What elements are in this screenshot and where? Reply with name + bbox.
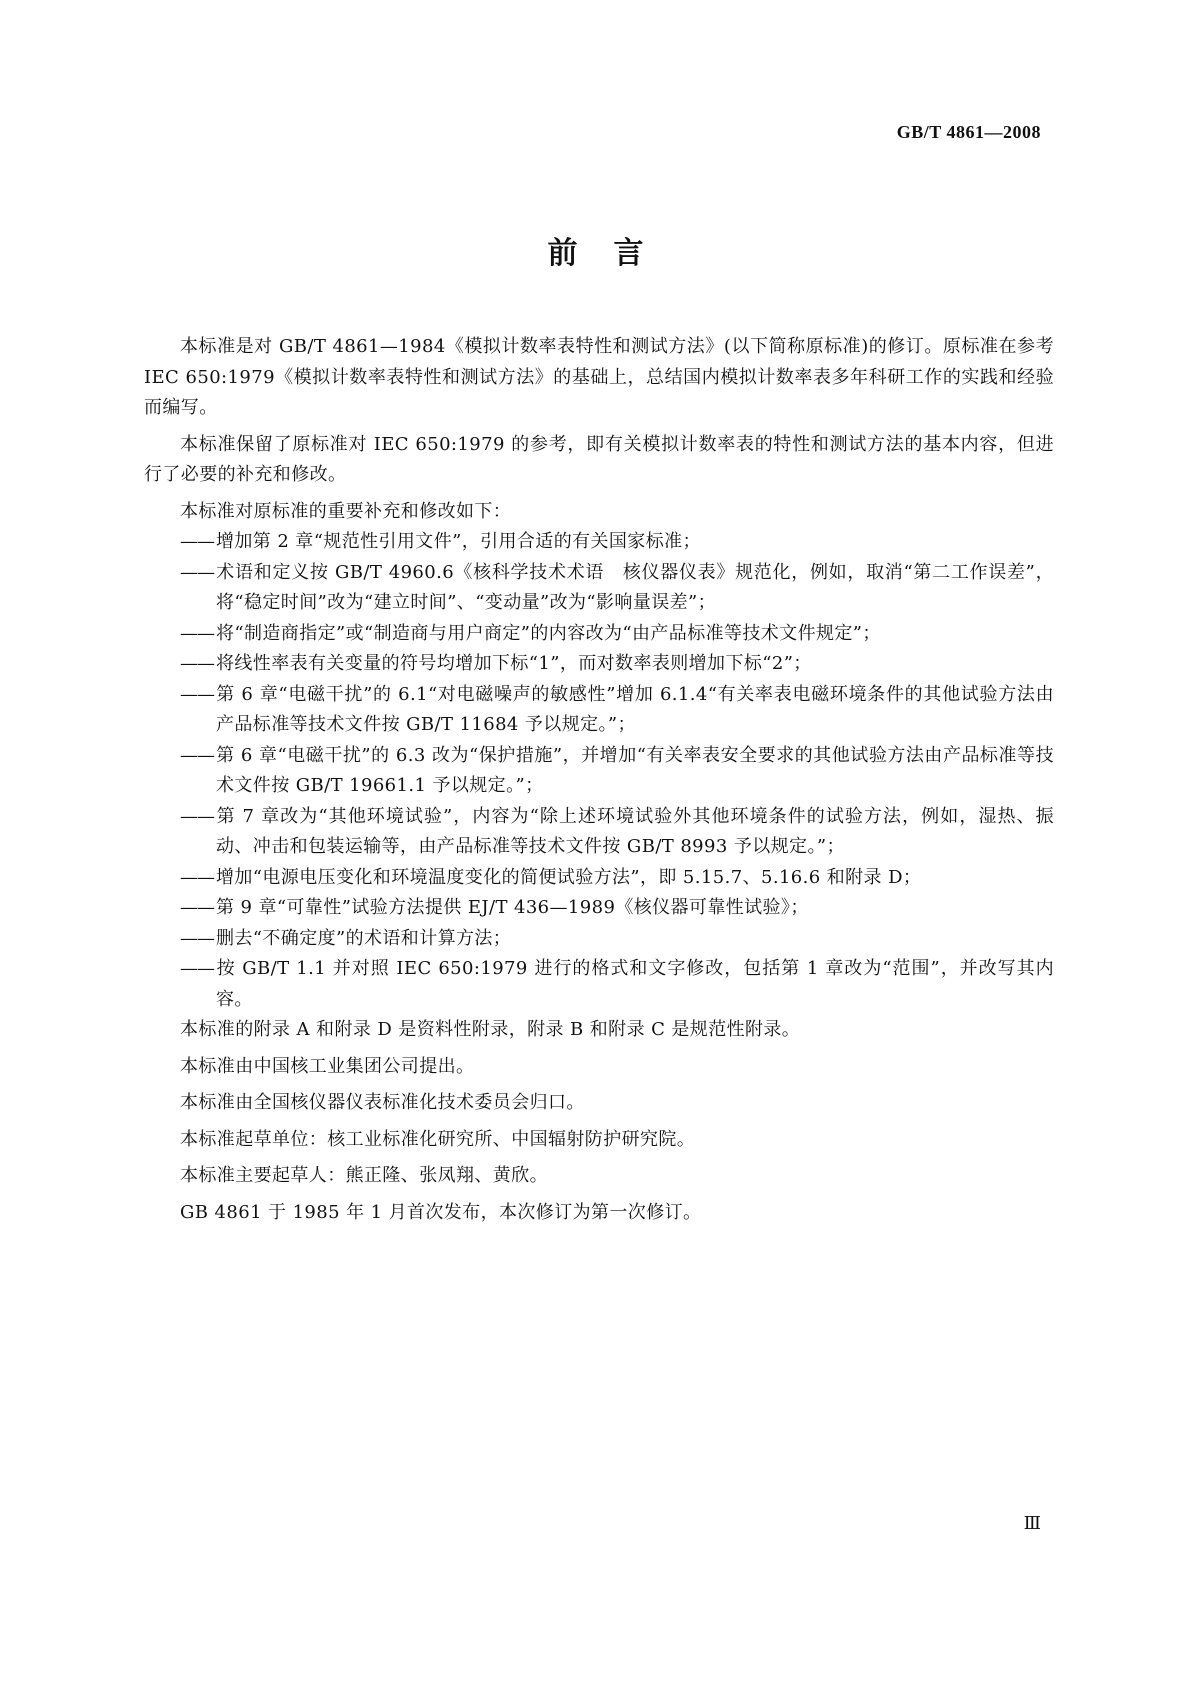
list-item (144, 649, 1054, 680)
list-item-text: 将线性率表有关变量的符号均增加下标“1”，而对数率表则增加下标“2”； (216, 653, 812, 674)
dash-marker: —— (180, 866, 214, 888)
list-item-text: 增加“电源电压变化和环境温度变化的简便试验方法”，即 5.15.7、5.16.6 和附录 D； (216, 866, 922, 888)
dash-marker: —— (180, 683, 214, 705)
intro-paragraph-1: 本标准是对 GB/T 4861—1984《模拟计数率表特性和测试方法》(以下简称原标准)的修订。原标准在参考 IEC 650:1979《模拟计数率表特性和测试方法》的基础上，总结国内模拟计数率表多年科研工作的实践和经验而编写。 (144, 336, 1054, 418)
list-item-text: 第 7 章改为“其他环境试验”，内容为“除上述环境试验外其他环境条件的试验方法，例如，湿热、振动、冲击和包装运输等，由产品标准等技术文件按 GB/T 8993 予以规定。”； (216, 805, 1054, 857)
page-title: 前言 (547, 236, 680, 271)
closing-paragraph-drafting-units: 本标准起草单位：核工业标准化研究所、中国辐射防护研究院。 (180, 1128, 696, 1150)
list-item (144, 619, 1054, 650)
list-item-text: 第 9 章“可靠性”试验方法提供 EJ/T 436—1989《核仪器可靠性试验》； (216, 897, 809, 918)
list-item (144, 954, 1054, 1015)
dash-marker: —— (180, 744, 214, 766)
closing-paragraph-appendices: 本标准的附录 A 和附录 D 是资料性附录，附录 B 和附录 C 是规范性附录。 (180, 1019, 801, 1040)
closing-paragraph-drafters: 本标准主要起草人：熊正隆、张凤翔、黄欣。 (180, 1165, 548, 1186)
list-item-text: 增加第 2 章“规范性引用文件”，引用合适的有关国家标准； (216, 531, 701, 552)
list-item (144, 924, 1054, 955)
list-item (144, 558, 1054, 619)
dash-marker: —— (180, 622, 214, 644)
list-item (144, 680, 1054, 741)
intro-paragraph-2: 本标准保留了原标准对 IEC 650:1979 的参考，即有关模拟计数率表的特性和测试方法的基本内容，但进行了必要的补充和修改。 (144, 433, 1054, 485)
dash-marker: —— (180, 927, 214, 949)
list-item (144, 893, 1054, 924)
intro-paragraph-3: 本标准对原标准的重要补充和修改如下： (180, 500, 512, 522)
dash-marker: —— (180, 653, 214, 674)
list-item-text: 第 6 章“电磁干扰”的 6.1“对电磁噪声的敏感性”增加 6.1.4“有关率表电磁环境条件的其他试验方法由产品标准等技术文件按 GB/T 11684 予以规定。”； (216, 683, 1054, 735)
dash-marker: —— (180, 531, 214, 552)
list-item (144, 802, 1054, 863)
dash-marker: —— (180, 897, 214, 918)
list-item (144, 741, 1054, 802)
list-item (144, 863, 1054, 894)
list-item-text: 第 6 章“电磁干扰”的 6.3 改为“保护措施”，并增加“有关率表安全要求的其他试验方法由产品标准等技术文件按 GB/T 19661.1 予以规定。”； (216, 744, 1054, 796)
standard-number: GB/T 4861—2008 (896, 122, 1041, 142)
closing-paragraph-history: GB 4861 于 1985 年 1 月首次发布，本次修订为第一次修订。 (180, 1201, 702, 1223)
dash-marker: —— (180, 805, 214, 827)
list-item-text: 术语和定义按 GB/T 4960.6《核科学技术术语 核仪器仪表》规范化，例如，取消“第二工作误差”，将“稳定时间”改为“建立时间”、“变动量”改为“影响量误差”； (216, 561, 1054, 613)
foreword-body (144, 332, 1054, 1228)
list-item-text: 将“制造商指定”或“制造商与用户商定”的内容改为“由产品标准等技术文件规定”； (216, 622, 881, 644)
page-number: Ⅲ (1023, 1513, 1041, 1533)
list-item-text: 删去“不确定度”的术语和计算方法； (216, 927, 512, 949)
change-list (144, 527, 1054, 1015)
list-item-text: 按 GB/T 1.1 并对照 IEC 650:1979 进行的格式和文字修改，包括第 1 章改为“范围”，并改写其内容。 (216, 958, 1054, 1010)
closing-paragraph-committee: 本标准由全国核仪器仪表标准化技术委员会归口。 (180, 1092, 585, 1113)
closing-paragraph-proposer: 本标准由中国核工业集团公司提出。 (180, 1055, 475, 1077)
list-item (144, 527, 1054, 558)
dash-marker: —— (180, 561, 214, 583)
dash-marker: —— (180, 958, 214, 979)
